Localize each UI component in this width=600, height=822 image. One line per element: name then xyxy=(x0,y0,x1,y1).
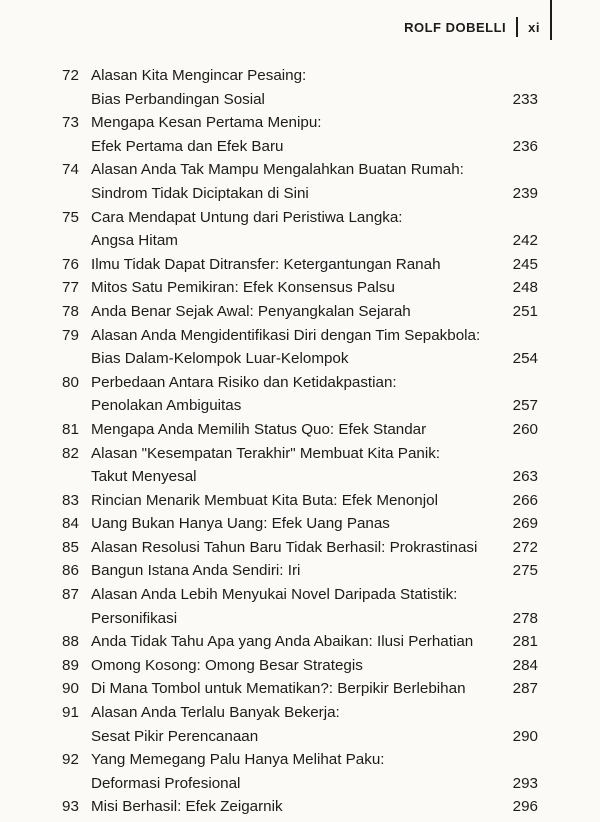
toc-entry xyxy=(0,324,600,371)
chapter-page-number: 236 xyxy=(512,137,538,155)
chapter-page-number: 296 xyxy=(512,798,538,816)
chapter-title: Omong Kosong: Omong Besar Strategis xyxy=(91,656,363,674)
toc-entry xyxy=(0,442,600,489)
chapter-title: Alasan Resolusi Tahun Baru Tidak Berhasil: Prokrastinasi xyxy=(91,538,478,556)
chapter-number: 85 xyxy=(62,538,79,556)
chapter-title: Yang Memegang Palu Hanya Melihat Paku: xyxy=(91,751,385,769)
toc-entry xyxy=(0,300,600,324)
toc-line xyxy=(0,182,600,206)
toc-entry xyxy=(0,418,600,442)
toc-entry xyxy=(0,536,600,560)
chapter-number: 89 xyxy=(62,656,79,674)
toc-entry xyxy=(0,206,600,253)
chapter-number: 84 xyxy=(62,515,79,533)
toc-entry xyxy=(0,512,600,536)
chapter-page-number: 251 xyxy=(512,302,538,320)
chapter-title: Alasan Anda Terlalu Banyak Bekerja: xyxy=(91,704,340,722)
chapter-number: 82 xyxy=(62,444,79,462)
chapter-number: 93 xyxy=(62,798,79,816)
toc-line xyxy=(0,630,600,654)
toc-entry xyxy=(0,583,600,630)
chapter-title: Angsa Hitam xyxy=(91,232,178,250)
chapter-title: Anda Benar Sejak Awal: Penyangkalan Sejarah xyxy=(91,302,411,320)
toc-line xyxy=(0,394,600,418)
chapter-title: Bias Perbandingan Sosial xyxy=(91,90,265,108)
toc-line xyxy=(0,536,600,560)
chapter-number: 73 xyxy=(62,114,79,132)
toc-line xyxy=(0,418,600,442)
toc-entry xyxy=(0,111,600,158)
chapter-page-number: 290 xyxy=(512,727,538,745)
header-rule xyxy=(550,0,552,40)
chapter-number: 86 xyxy=(62,562,79,580)
toc-line xyxy=(0,442,600,466)
toc-entry xyxy=(0,559,600,583)
toc-entry xyxy=(0,64,600,111)
chapter-number: 80 xyxy=(62,373,79,391)
chapter-page-number: 272 xyxy=(512,538,538,556)
chapter-number: 79 xyxy=(62,326,79,344)
toc-entry xyxy=(0,795,600,819)
chapter-title: Alasan Anda Tak Mampu Mengalahkan Buatan Rumah: xyxy=(91,161,464,179)
chapter-title: Sindrom Tidak Diciptakan di Sini xyxy=(91,184,309,202)
chapter-title: Mengapa Anda Memilih Status Quo: Efek Standar xyxy=(91,420,427,438)
chapter-title: Rincian Menarik Membuat Kita Buta: Efek Menonjol xyxy=(91,491,438,509)
toc-line xyxy=(0,206,600,230)
chapter-page-number: 248 xyxy=(512,279,538,297)
chapter-title: Anda Tidak Tahu Apa yang Anda Abaikan: Ilusi Perhatian xyxy=(91,633,474,651)
chapter-number: 75 xyxy=(62,208,79,226)
header-separator xyxy=(516,17,518,37)
chapter-number: 83 xyxy=(62,491,79,509)
toc-line xyxy=(0,559,600,583)
chapter-number: 91 xyxy=(62,704,79,722)
toc-line xyxy=(0,229,600,253)
toc-entry xyxy=(0,677,600,701)
toc-line xyxy=(0,347,600,371)
chapter-number: 72 xyxy=(62,67,79,84)
chapter-title: Alasan Anda Mengidentifikasi Diri dengan Tim Sepakbola: xyxy=(91,326,481,344)
toc-line xyxy=(0,253,600,277)
chapter-page-number: 266 xyxy=(512,491,538,509)
toc-entry xyxy=(0,276,600,300)
chapter-page-number: 278 xyxy=(512,609,538,627)
chapter-number: 87 xyxy=(62,586,79,604)
toc-line xyxy=(0,276,600,300)
chapter-number: 92 xyxy=(62,751,79,769)
toc-line xyxy=(0,64,600,88)
toc-line xyxy=(0,300,600,324)
toc-line xyxy=(0,677,600,701)
chapter-page-number: 257 xyxy=(512,397,538,415)
toc-entry xyxy=(0,158,600,205)
chapter-title: Sesat Pikir Perencanaan xyxy=(91,727,259,745)
chapter-page-number: 260 xyxy=(512,420,538,438)
toc-line xyxy=(0,748,600,772)
chapter-page-number: 293 xyxy=(512,774,538,792)
toc-line xyxy=(0,701,600,725)
chapter-title: Uang Bukan Hanya Uang: Efek Uang Panas xyxy=(91,515,390,533)
toc-entry xyxy=(0,253,600,277)
toc-line xyxy=(0,583,600,607)
toc-line xyxy=(0,324,600,348)
toc-entry xyxy=(0,748,600,795)
chapter-number: 74 xyxy=(62,161,79,179)
chapter-title: Misi Berhasil: Efek Zeigarnik xyxy=(91,798,283,816)
toc-line xyxy=(0,607,600,631)
toc-entry xyxy=(0,654,600,678)
chapter-title: Di Mana Tombol untuk Mematikan?: Berpikir Berlebihan xyxy=(91,680,466,698)
toc-line xyxy=(0,795,600,819)
chapter-number: 90 xyxy=(62,680,79,698)
chapter-page-number: 239 xyxy=(512,184,538,202)
toc-line xyxy=(0,111,600,135)
chapter-page-number: 281 xyxy=(512,633,538,651)
toc-line xyxy=(0,135,600,159)
header-page-number: xi xyxy=(528,19,540,35)
toc-entry xyxy=(0,701,600,748)
chapter-title: Perbedaan Antara Risiko dan Ketidakpastian: xyxy=(91,373,397,391)
toc-line xyxy=(0,512,600,536)
header-author: ROLF DOBELLI xyxy=(404,19,507,35)
toc-line xyxy=(0,465,600,489)
chapter-number: 78 xyxy=(62,302,79,320)
running-header xyxy=(404,17,540,37)
toc-line xyxy=(0,88,600,112)
toc-entry xyxy=(0,371,600,418)
table-of-contents xyxy=(0,64,600,819)
chapter-number: 81 xyxy=(62,420,79,438)
chapter-title: Takut Menyesal xyxy=(91,468,197,486)
chapter-title: Ilmu Tidak Dapat Ditransfer: Ketergantungan Ranah xyxy=(91,255,441,273)
toc-entry xyxy=(0,489,600,513)
chapter-page-number: 287 xyxy=(512,680,538,698)
chapter-page-number: 263 xyxy=(512,468,538,486)
toc-line xyxy=(0,371,600,395)
chapter-title: Efek Pertama dan Efek Baru xyxy=(91,137,284,155)
toc-line xyxy=(0,489,600,513)
chapter-title: Alasan Anda Lebih Menyukai Novel Daripada Statistik: xyxy=(91,586,458,604)
chapter-title: Mengapa Kesan Pertama Menipu: xyxy=(91,114,322,132)
chapter-page-number: 254 xyxy=(512,350,538,368)
chapter-title: Mitos Satu Pemikiran: Efek Konsensus Palsu xyxy=(91,279,395,297)
toc-line xyxy=(0,654,600,678)
chapter-page-number: 233 xyxy=(512,90,538,108)
toc-line xyxy=(0,158,600,182)
chapter-number: 88 xyxy=(62,633,79,651)
chapter-page-number: 242 xyxy=(512,232,538,250)
chapter-title: Alasan Kita Mengincar Pesaing: xyxy=(91,67,307,84)
chapter-title: Deformasi Profesional xyxy=(91,774,241,792)
chapter-number: 76 xyxy=(62,255,79,273)
toc-line xyxy=(0,772,600,796)
chapter-title: Alasan "Kesempatan Terakhir" Membuat Kita Panik: xyxy=(91,444,441,462)
chapter-title: Penolakan Ambiguitas xyxy=(91,397,242,415)
chapter-title: Cara Mendapat Untung dari Peristiwa Langka: xyxy=(91,208,403,226)
chapter-number: 77 xyxy=(62,279,79,297)
chapter-title: Bias Dalam-Kelompok Luar-Kelompok xyxy=(91,350,349,368)
toc-entry xyxy=(0,630,600,654)
chapter-title: Personifikasi xyxy=(91,609,178,627)
chapter-page-number: 245 xyxy=(512,255,538,273)
chapter-page-number: 275 xyxy=(512,562,538,580)
chapter-page-number: 269 xyxy=(512,515,538,533)
chapter-title: Bangun Istana Anda Sendiri: Iri xyxy=(91,562,301,580)
toc-line xyxy=(0,725,600,749)
chapter-page-number: 284 xyxy=(512,656,538,674)
